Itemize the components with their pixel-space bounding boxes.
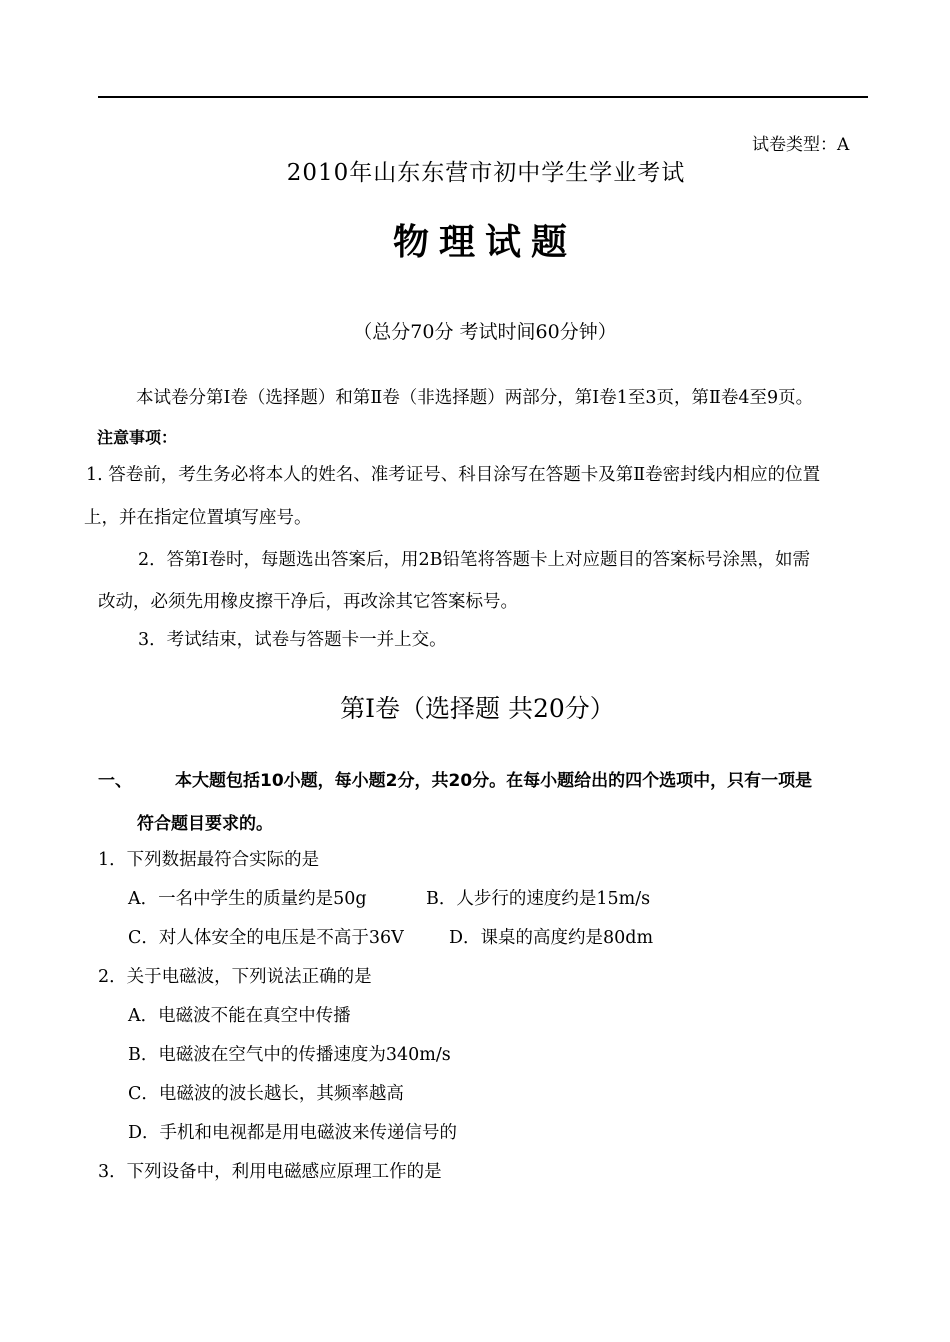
question-2-option-d: D．手机和电视都是用电磁波来传递信号的	[128, 1123, 458, 1143]
section-title: 第Ⅰ卷（选择题 共20分）	[340, 694, 615, 723]
question-1-option-c: C．对人体安全的电压是不高于36V	[128, 928, 404, 948]
notice-item-1-line-1: 1. 答卷前，考生务必将本人的姓名、准考证号、科目涂写在答题卡及第Ⅱ卷密封线内相应的位置	[86, 465, 821, 485]
intro-paragraph: 本试卷分第Ⅰ卷（选择题）和第Ⅱ卷（非选择题）两部分，第Ⅰ卷1至3页，第Ⅱ卷4至9页。	[136, 388, 814, 408]
notice-item-1-line-2: 上，并在指定位置填写座号。	[84, 508, 312, 528]
question-1-option-d: D．课桌的高度约是80dm	[449, 928, 654, 948]
part-description-line-1: 本大题包括10小题，每小题2分，共20分。在每小题给出的四个选项中，只有一项是	[175, 771, 813, 791]
question-2-option-b: B．电磁波在空气中的传播速度为340m/s	[128, 1045, 451, 1065]
notice-item-2-line-1: 2．答第Ⅰ卷时，每题选出答案后，用2B铅笔将答题卡上对应题目的答案标号涂黑，如需	[138, 550, 811, 570]
subject-title: 物理试题	[392, 222, 577, 263]
question-2-stem: 2．关于电磁波，下列说法正确的是	[98, 967, 372, 987]
notice-item-2-line-2: 改动，必须先用橡皮擦干净后，再改涂其它答案标号。	[98, 592, 518, 612]
question-1-stem: 1．下列数据最符合实际的是	[98, 850, 320, 870]
exam-title: 2010年山东东营市初中学生学业考试	[286, 160, 686, 186]
paper-type-label: 试卷类型：A	[752, 135, 850, 155]
score-time-info: （总分70分 考试时间60分钟）	[353, 321, 617, 343]
notice-heading: 注意事项：	[97, 428, 178, 447]
header-rule	[98, 96, 868, 98]
question-2-option-a: A．电磁波不能在真空中传播	[128, 1006, 351, 1026]
question-2-option-c: C．电磁波的波长越长，其频率越高	[128, 1084, 404, 1104]
question-3-stem: 3．下列设备中，利用电磁感应原理工作的是	[98, 1162, 442, 1182]
question-1-option-a: A．一名中学生的质量约是50g	[128, 889, 367, 909]
part-number: 一、	[98, 771, 132, 791]
part-description-line-2: 符合题目要求的。	[137, 814, 273, 834]
notice-item-3: 3．考试结束，试卷与答题卡一并上交。	[138, 630, 447, 650]
question-1-option-b: B．人步行的速度约是15m/s	[426, 889, 651, 909]
